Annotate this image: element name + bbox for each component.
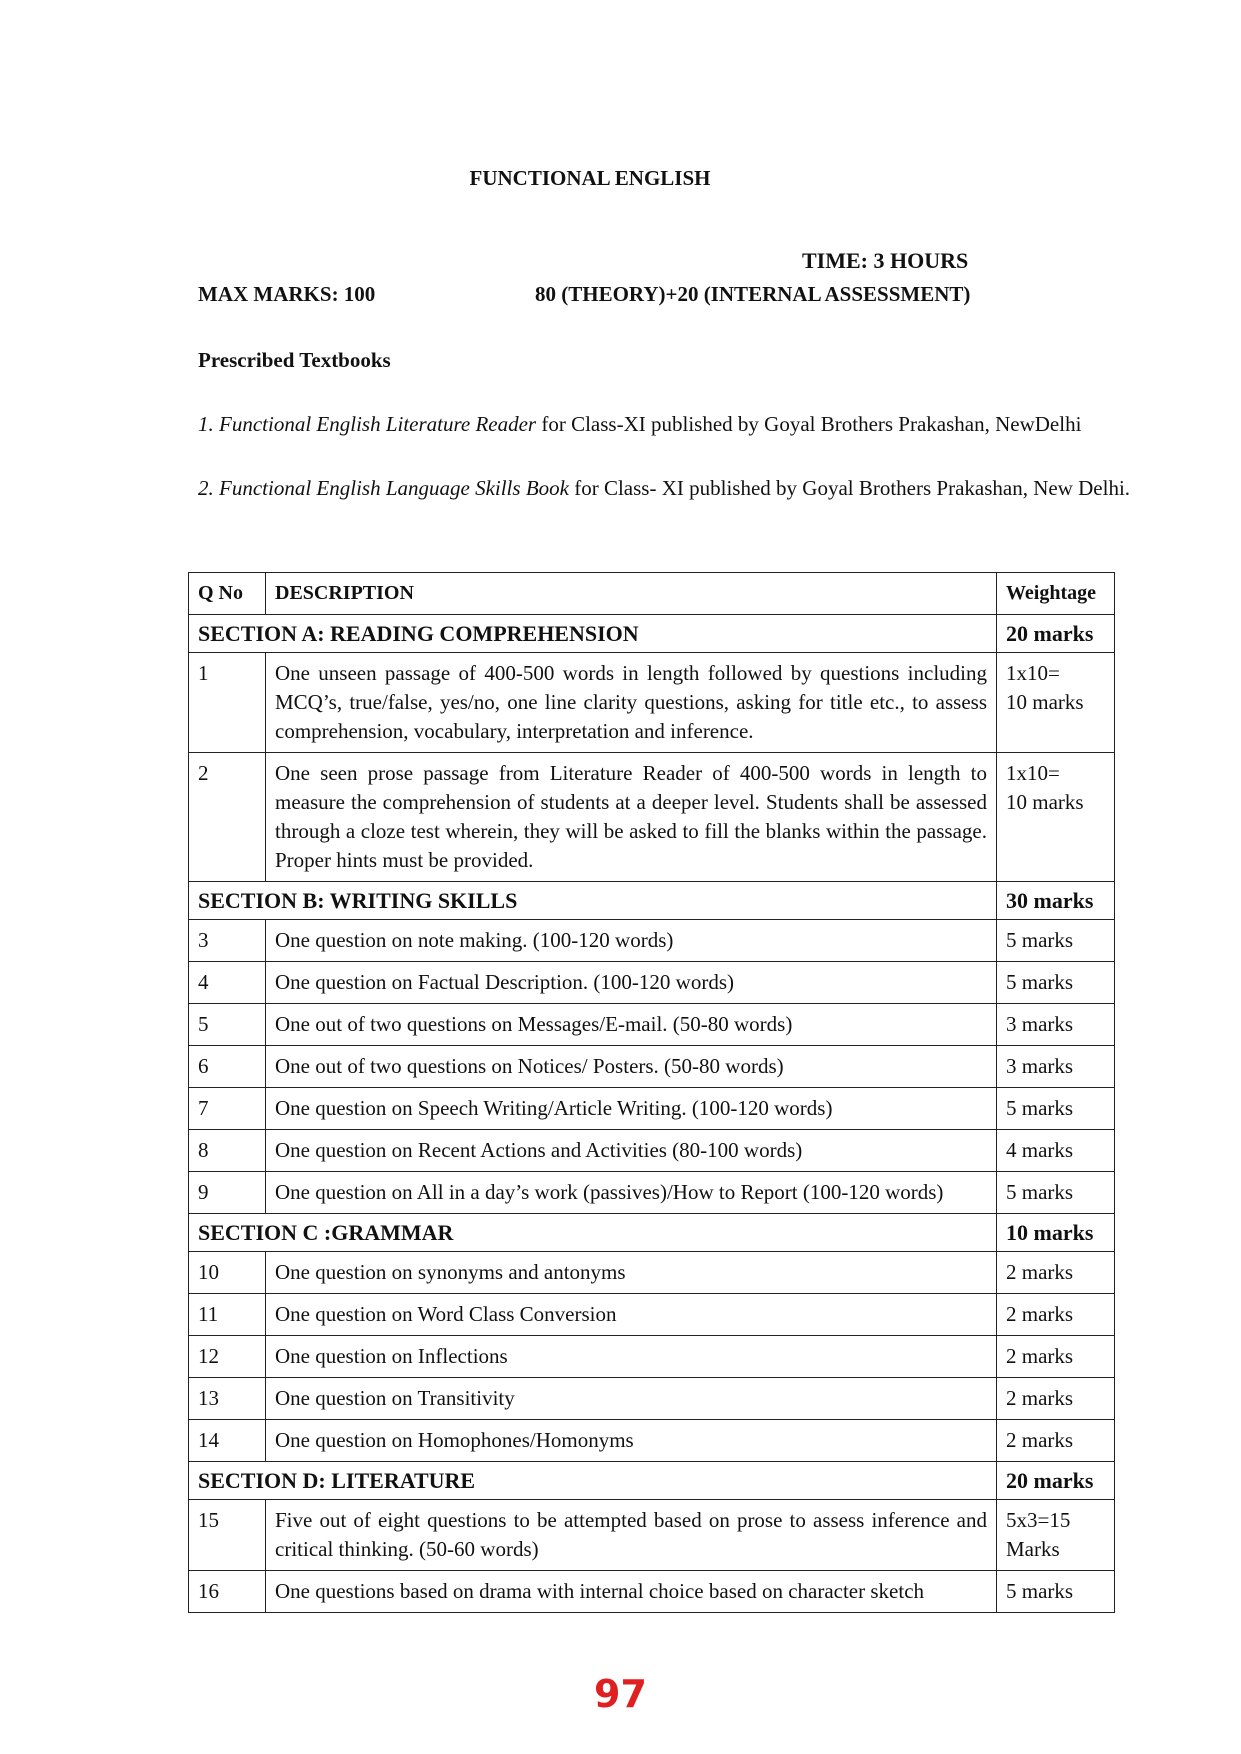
- question-weightage: [997, 653, 1115, 753]
- question-description: One seen prose passage from Literature Reader of 400-500 words in length to measure the comprehension of students at a deeper level. Students shall be assessed through a cloze test wherein, they will be asked to fill the blanks within the passage. Proper hints must be provided.: [266, 753, 997, 882]
- question-number: 2: [189, 753, 266, 882]
- question-number: 11: [189, 1294, 266, 1336]
- table-row: [189, 1252, 1115, 1294]
- section-row: [189, 882, 1115, 920]
- weightage-line: 2 marks: [1006, 1302, 1074, 1326]
- table-row: [189, 1130, 1115, 1172]
- question-weightage: [997, 1130, 1115, 1172]
- table-row: [189, 1046, 1115, 1088]
- weightage-line: 5 marks: [1006, 928, 1074, 952]
- table-row: [189, 1004, 1115, 1046]
- weightage-line: 10 marks: [1006, 690, 1084, 714]
- question-description: One unseen passage of 400-500 words in length followed by questions including MCQ’s, true/false, yes/no, one line clarity questions, asking for title etc., to assess comprehension, vocabulary, interpretation and inference.: [266, 653, 997, 753]
- question-number: 1: [189, 653, 266, 753]
- section-weightage: 10 marks: [997, 1214, 1115, 1252]
- table-row: [189, 1378, 1115, 1420]
- question-number: 16: [189, 1571, 266, 1613]
- question-description: One questions based on drama with internal choice based on character sketch: [266, 1571, 997, 1613]
- question-number: 12: [189, 1336, 266, 1378]
- weightage-line: 2 marks: [1006, 1344, 1074, 1368]
- table-row: [189, 1420, 1115, 1462]
- section-row: [189, 1214, 1115, 1252]
- weightage-line: 5 marks: [1006, 1579, 1074, 1603]
- section-weightage: 30 marks: [997, 882, 1115, 920]
- question-number: 5: [189, 1004, 266, 1046]
- section-row: [189, 615, 1115, 653]
- question-description: One question on synonyms and antonyms: [266, 1252, 997, 1294]
- section-title: SECTION A: READING COMPREHENSION: [189, 615, 997, 653]
- textbook-2: [198, 476, 1130, 501]
- question-weightage: [997, 1500, 1115, 1571]
- question-number: 6: [189, 1046, 266, 1088]
- table-row: [189, 1172, 1115, 1214]
- textbook-1-title: Functional English Literature Reader: [219, 412, 537, 436]
- max-marks: MAX MARKS: 100: [198, 282, 376, 306]
- question-weightage: [997, 1420, 1115, 1462]
- weightage-line: Marks: [1006, 1537, 1060, 1561]
- textbook-2-num: 2.: [198, 476, 214, 500]
- question-weightage: [997, 753, 1115, 882]
- question-number: 15: [189, 1500, 266, 1571]
- question-description: One question on Transitivity: [266, 1378, 997, 1420]
- header-weightage: Weightage: [997, 573, 1115, 615]
- question-weightage: [997, 1004, 1115, 1046]
- question-description: One question on Recent Actions and Activities (80-100 words): [266, 1130, 997, 1172]
- question-number: 9: [189, 1172, 266, 1214]
- question-weightage: [997, 1088, 1115, 1130]
- weightage-line: 10 marks: [1006, 790, 1084, 814]
- section-title: SECTION D: LITERATURE: [189, 1462, 997, 1500]
- question-weightage: [997, 1172, 1115, 1214]
- section-title: SECTION B: WRITING SKILLS: [189, 882, 997, 920]
- weightage-line: 3 marks: [1006, 1012, 1074, 1036]
- table-row: [189, 1294, 1115, 1336]
- question-description: One out of two questions on Messages/E-mail. (50-80 words): [266, 1004, 997, 1046]
- question-number: 4: [189, 962, 266, 1004]
- syllabus-table-body: [189, 573, 1115, 1613]
- table-row: [189, 962, 1115, 1004]
- question-description: One out of two questions on Notices/ Posters. (50-80 words): [266, 1046, 997, 1088]
- table-header-row: [189, 573, 1115, 615]
- question-description: One question on Inflections: [266, 1336, 997, 1378]
- page-number: 97: [594, 1672, 647, 1716]
- question-number: 13: [189, 1378, 266, 1420]
- weightage-line: 4 marks: [1006, 1138, 1074, 1162]
- weightage-line: 1x10=: [1006, 661, 1060, 685]
- document-title: FUNCTIONAL ENGLISH: [469, 166, 711, 190]
- table-row: [189, 920, 1115, 962]
- table-row: [189, 1088, 1115, 1130]
- weightage-line: 2 marks: [1006, 1260, 1074, 1284]
- prescribed-textbooks-heading: Prescribed Textbooks: [198, 348, 391, 372]
- weightage-line: 2 marks: [1006, 1428, 1074, 1452]
- question-number: 14: [189, 1420, 266, 1462]
- table-row: [189, 1336, 1115, 1378]
- question-description: One question on All in a day’s work (passives)/How to Report (100-120 words): [266, 1172, 997, 1214]
- textbook-2-details: for Class- XI published by Goyal Brothers Prakashan, New Delhi.: [568, 476, 1131, 500]
- header-qno: Q No: [189, 573, 266, 615]
- textbook-1: [198, 412, 1081, 437]
- weightage-line: 5 marks: [1006, 970, 1074, 994]
- section-title: SECTION C :GRAMMAR: [189, 1214, 997, 1252]
- table-row: [189, 1500, 1115, 1571]
- question-description: One question on Speech Writing/Article Writing. (100-120 words): [266, 1088, 997, 1130]
- weightage-line: 3 marks: [1006, 1054, 1074, 1078]
- question-weightage: [997, 1571, 1115, 1613]
- question-description: Five out of eight questions to be attempted based on prose to assess inference and critical thinking. (50-60 words): [266, 1500, 997, 1571]
- question-description: One question on Homophones/Homonyms: [266, 1420, 997, 1462]
- textbook-2-title: Functional English Language Skills Book: [219, 476, 569, 500]
- question-weightage: [997, 1378, 1115, 1420]
- textbook-1-details: for Class-XI published by Goyal Brothers Prakashan, NewDelhi: [536, 412, 1082, 436]
- section-weightage: 20 marks: [997, 1462, 1115, 1500]
- question-weightage: [997, 1294, 1115, 1336]
- question-weightage: [997, 1336, 1115, 1378]
- exam-time: TIME: 3 HOURS: [802, 248, 969, 273]
- section-row: [189, 1462, 1115, 1500]
- weightage-line: 1x10=: [1006, 761, 1060, 785]
- textbook-1-num: 1.: [198, 412, 214, 436]
- question-description: One question on Factual Description. (100-120 words): [266, 962, 997, 1004]
- weightage-line: 5 marks: [1006, 1180, 1074, 1204]
- question-number: 10: [189, 1252, 266, 1294]
- table-row: [189, 753, 1115, 882]
- question-number: 8: [189, 1130, 266, 1172]
- table-row: [189, 1571, 1115, 1613]
- table-row: [189, 653, 1115, 753]
- question-weightage: [997, 1046, 1115, 1088]
- question-weightage: [997, 962, 1115, 1004]
- question-weightage: [997, 920, 1115, 962]
- weightage-line: 5 marks: [1006, 1096, 1074, 1120]
- weightage-line: 2 marks: [1006, 1386, 1074, 1410]
- syllabus-table: [188, 572, 1115, 1613]
- question-description: One question on note making. (100-120 words): [266, 920, 997, 962]
- question-description: One question on Word Class Conversion: [266, 1294, 997, 1336]
- header-description: DESCRIPTION: [266, 573, 997, 615]
- question-weightage: [997, 1252, 1115, 1294]
- section-weightage: 20 marks: [997, 615, 1115, 653]
- weightage-line: 5x3=15: [1006, 1508, 1071, 1532]
- question-number: 3: [189, 920, 266, 962]
- marks-split: 80 (THEORY)+20 (INTERNAL ASSESSMENT): [535, 282, 971, 306]
- question-number: 7: [189, 1088, 266, 1130]
